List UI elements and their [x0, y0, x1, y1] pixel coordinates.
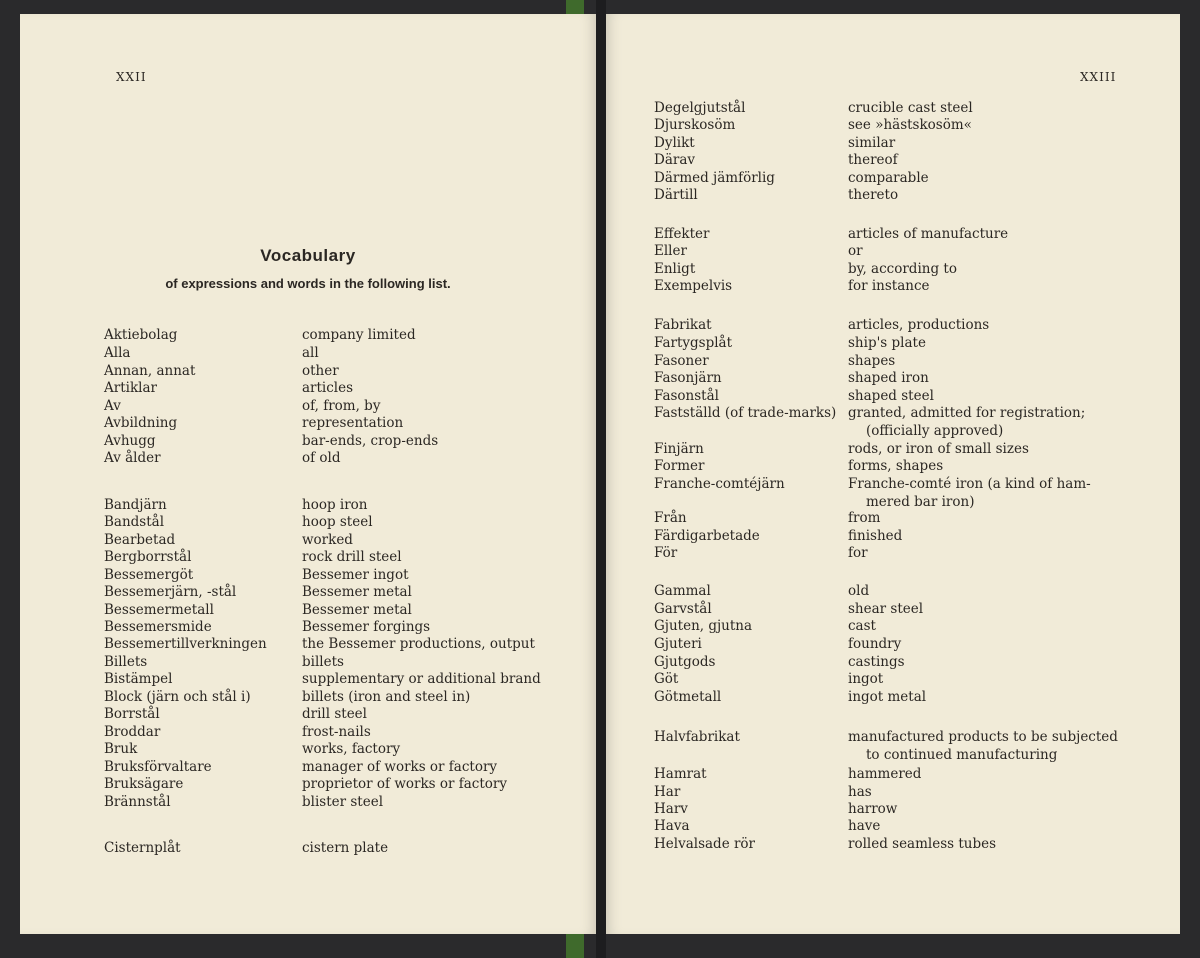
- entry-term: Bruksförvaltare: [104, 759, 212, 775]
- entry-term: Enligt: [654, 261, 696, 277]
- entry-term: Därmed jämförlig: [654, 170, 775, 186]
- entry-definition: other: [302, 363, 339, 379]
- entry-term: Block (järn och stål i): [104, 689, 251, 705]
- entry-definition: representation: [302, 415, 404, 431]
- entry-term: Former: [654, 458, 705, 474]
- entry-definition: thereof: [848, 152, 898, 168]
- bookmark-ribbon-top: [566, 0, 584, 14]
- entry-term: Bandstål: [104, 514, 165, 530]
- entry-definition: billets (iron and steel in): [302, 689, 471, 705]
- entry-term: Dylikt: [654, 135, 695, 151]
- entry-definition: drill steel: [302, 706, 367, 722]
- entry-term: Färdigarbetade: [654, 528, 760, 544]
- entry-definition: ingot metal: [848, 689, 927, 705]
- entry-term: Cisternplåt: [104, 840, 181, 856]
- entry-definition: ship's plate: [848, 335, 926, 351]
- entry-term: Gjuteri: [654, 636, 702, 652]
- entry-definition: for: [848, 545, 868, 561]
- right-entry-list: [606, 14, 1180, 934]
- entry-definition: Bessemer metal: [302, 602, 412, 618]
- entry-term: Hamrat: [654, 766, 707, 782]
- entry-definition: hoop iron: [302, 497, 368, 513]
- entry-term: Annan, annat: [104, 363, 196, 379]
- entry-term: Djurskosöm: [654, 117, 736, 133]
- entry-term: Gjuten, gjutna: [654, 618, 753, 634]
- entry-definition: hoop steel: [302, 514, 373, 530]
- entry-term: Degelgjutstål: [654, 100, 746, 116]
- entry-term: Bruksägare: [104, 776, 184, 792]
- entry-term: Aktiebolag: [104, 327, 178, 343]
- entry-term: Bandjärn: [104, 497, 167, 513]
- entry-term: Halvfabrikat: [654, 729, 740, 745]
- entry-definition: has: [848, 784, 872, 800]
- entry-term: Harv: [654, 801, 688, 817]
- entry-term: Bruk: [104, 741, 138, 757]
- entry-definition: harrow: [848, 801, 898, 817]
- entry-term: Hava: [654, 818, 690, 834]
- entry-term: Bessemergöt: [104, 567, 194, 583]
- entry-term: Finjärn: [654, 441, 704, 457]
- entry-term: Billets: [104, 654, 148, 670]
- entry-definition: all: [302, 345, 319, 361]
- book-spine: [596, 0, 606, 958]
- entry-definition-continued: (officially approved): [866, 423, 1004, 439]
- entry-term: Av: [104, 398, 121, 414]
- entry-definition: articles, productions: [848, 317, 990, 333]
- entry-term: Eller: [654, 243, 687, 259]
- entry-definition: Franche-comté iron (a kind of ham-: [848, 476, 1091, 492]
- entry-definition: old: [848, 583, 870, 599]
- entry-definition: manufactured products to be subjected: [848, 729, 1118, 745]
- entry-definition: for instance: [848, 278, 930, 294]
- right-page-folio: XXIII: [1080, 70, 1117, 84]
- entry-term: Avhugg: [104, 433, 156, 449]
- entry-definition: Bessemer forgings: [302, 619, 431, 635]
- entry-term: För: [654, 545, 678, 561]
- entry-term: Bessemersmide: [104, 619, 212, 635]
- entry-term: Därtill: [654, 187, 698, 203]
- entry-definition: articles: [302, 380, 354, 396]
- entry-definition: billets: [302, 654, 344, 670]
- entry-definition: rolled seamless tubes: [848, 836, 997, 852]
- entry-term: Avbildning: [104, 415, 178, 431]
- entry-term: Fastställd (of trade-marks): [654, 405, 837, 421]
- entry-term: Gammal: [654, 583, 711, 599]
- entry-term: Garvstål: [654, 601, 712, 617]
- entry-term: Bessemerjärn, -stål: [104, 584, 237, 600]
- entry-definition: have: [848, 818, 881, 834]
- entry-definition: shear steel: [848, 601, 924, 617]
- entry-term: Alla: [104, 345, 131, 361]
- entry-definition: frost-nails: [302, 724, 371, 740]
- entry-term: Brännstål: [104, 794, 171, 810]
- entry-definition: castings: [848, 654, 905, 670]
- entry-definition: worked: [302, 532, 353, 548]
- entry-term: Göt: [654, 671, 679, 687]
- entry-term: Franche-comtéjärn: [654, 476, 785, 492]
- entry-term: Artiklar: [104, 380, 157, 396]
- entry-definition: cast: [848, 618, 876, 634]
- entry-definition: blister steel: [302, 794, 384, 810]
- right-page: [606, 14, 1180, 934]
- entry-term: Exempelvis: [654, 278, 733, 294]
- entry-definition: thereto: [848, 187, 899, 203]
- entry-definition: granted, admitted for registration;: [848, 405, 1086, 421]
- entry-definition: of old: [302, 450, 341, 466]
- entry-definition: similar: [848, 135, 896, 151]
- entry-term: Broddar: [104, 724, 161, 740]
- entry-definition: articles of manufacture: [848, 226, 1009, 242]
- entry-definition: of, from, by: [302, 398, 381, 414]
- entry-term: Gjutgods: [654, 654, 716, 670]
- entry-definition: or: [848, 243, 863, 259]
- vocabulary-title: Vocabulary: [260, 246, 356, 265]
- left-page: [20, 14, 596, 934]
- entry-definition: works, factory: [302, 741, 401, 757]
- entry-definition: finished: [848, 528, 903, 544]
- entry-definition: from: [848, 510, 881, 526]
- entry-term: Bearbetad: [104, 532, 176, 548]
- entry-term: Från: [654, 510, 687, 526]
- entry-definition: Bessemer metal: [302, 584, 412, 600]
- entry-term: Bistämpel: [104, 671, 173, 687]
- entry-term: Fartygsplåt: [654, 335, 733, 351]
- entry-term: Bergborrstål: [104, 549, 192, 565]
- entry-term: Fasoner: [654, 353, 709, 369]
- entry-definition: ingot: [848, 671, 884, 687]
- entry-definition: foundry: [848, 636, 902, 652]
- entry-definition: manager of works or factory: [302, 759, 498, 775]
- entry-definition: hammered: [848, 766, 922, 782]
- entry-definition: supplementary or additional brand: [302, 671, 541, 687]
- entry-term: Därav: [654, 152, 696, 168]
- entry-term: Bessemertillverkningen: [104, 636, 267, 652]
- entry-term: Av ålder: [104, 450, 161, 466]
- entry-definition: rods, or iron of small sizes: [848, 441, 1029, 457]
- entry-definition: shapes: [848, 353, 896, 369]
- entry-term: Fasonjärn: [654, 370, 722, 386]
- entry-definition: forms, shapes: [848, 458, 944, 474]
- entry-term: Har: [654, 784, 681, 800]
- entry-term: Borrstål: [104, 706, 160, 722]
- vocabulary-subtitle: of expressions and words in the following list.: [165, 276, 451, 291]
- entry-definition: see »hästskosöm«: [848, 117, 972, 133]
- entry-term: Helvalsade rör: [654, 836, 756, 852]
- entry-definition: by, according to: [848, 261, 957, 277]
- entry-definition: cistern plate: [302, 840, 389, 856]
- entry-term: Götmetall: [654, 689, 722, 705]
- entry-definition: rock drill steel: [302, 549, 402, 565]
- entry-term: Fabrikat: [654, 317, 712, 333]
- entry-definition: bar-ends, crop-ends: [302, 433, 439, 449]
- entry-definition: shaped iron: [848, 370, 929, 386]
- entry-definition-continued: mered bar iron): [866, 494, 975, 510]
- entry-term: Effekter: [654, 226, 710, 242]
- entry-definition: proprietor of works or factory: [302, 776, 507, 792]
- entry-term: Fasonstål: [654, 388, 719, 404]
- left-entry-list: [20, 14, 596, 934]
- entry-definition: the Bessemer productions, output: [302, 636, 535, 652]
- entry-definition-continued: to continued manufacturing: [866, 747, 1058, 763]
- left-page-folio: XXII: [116, 70, 147, 84]
- entry-definition: shaped steel: [848, 388, 934, 404]
- entry-definition: company limited: [302, 327, 416, 343]
- entry-definition: Bessemer ingot: [302, 567, 409, 583]
- entry-term: Bessemermetall: [104, 602, 214, 618]
- entry-definition: comparable: [848, 170, 929, 186]
- entry-definition: crucible cast steel: [848, 100, 973, 116]
